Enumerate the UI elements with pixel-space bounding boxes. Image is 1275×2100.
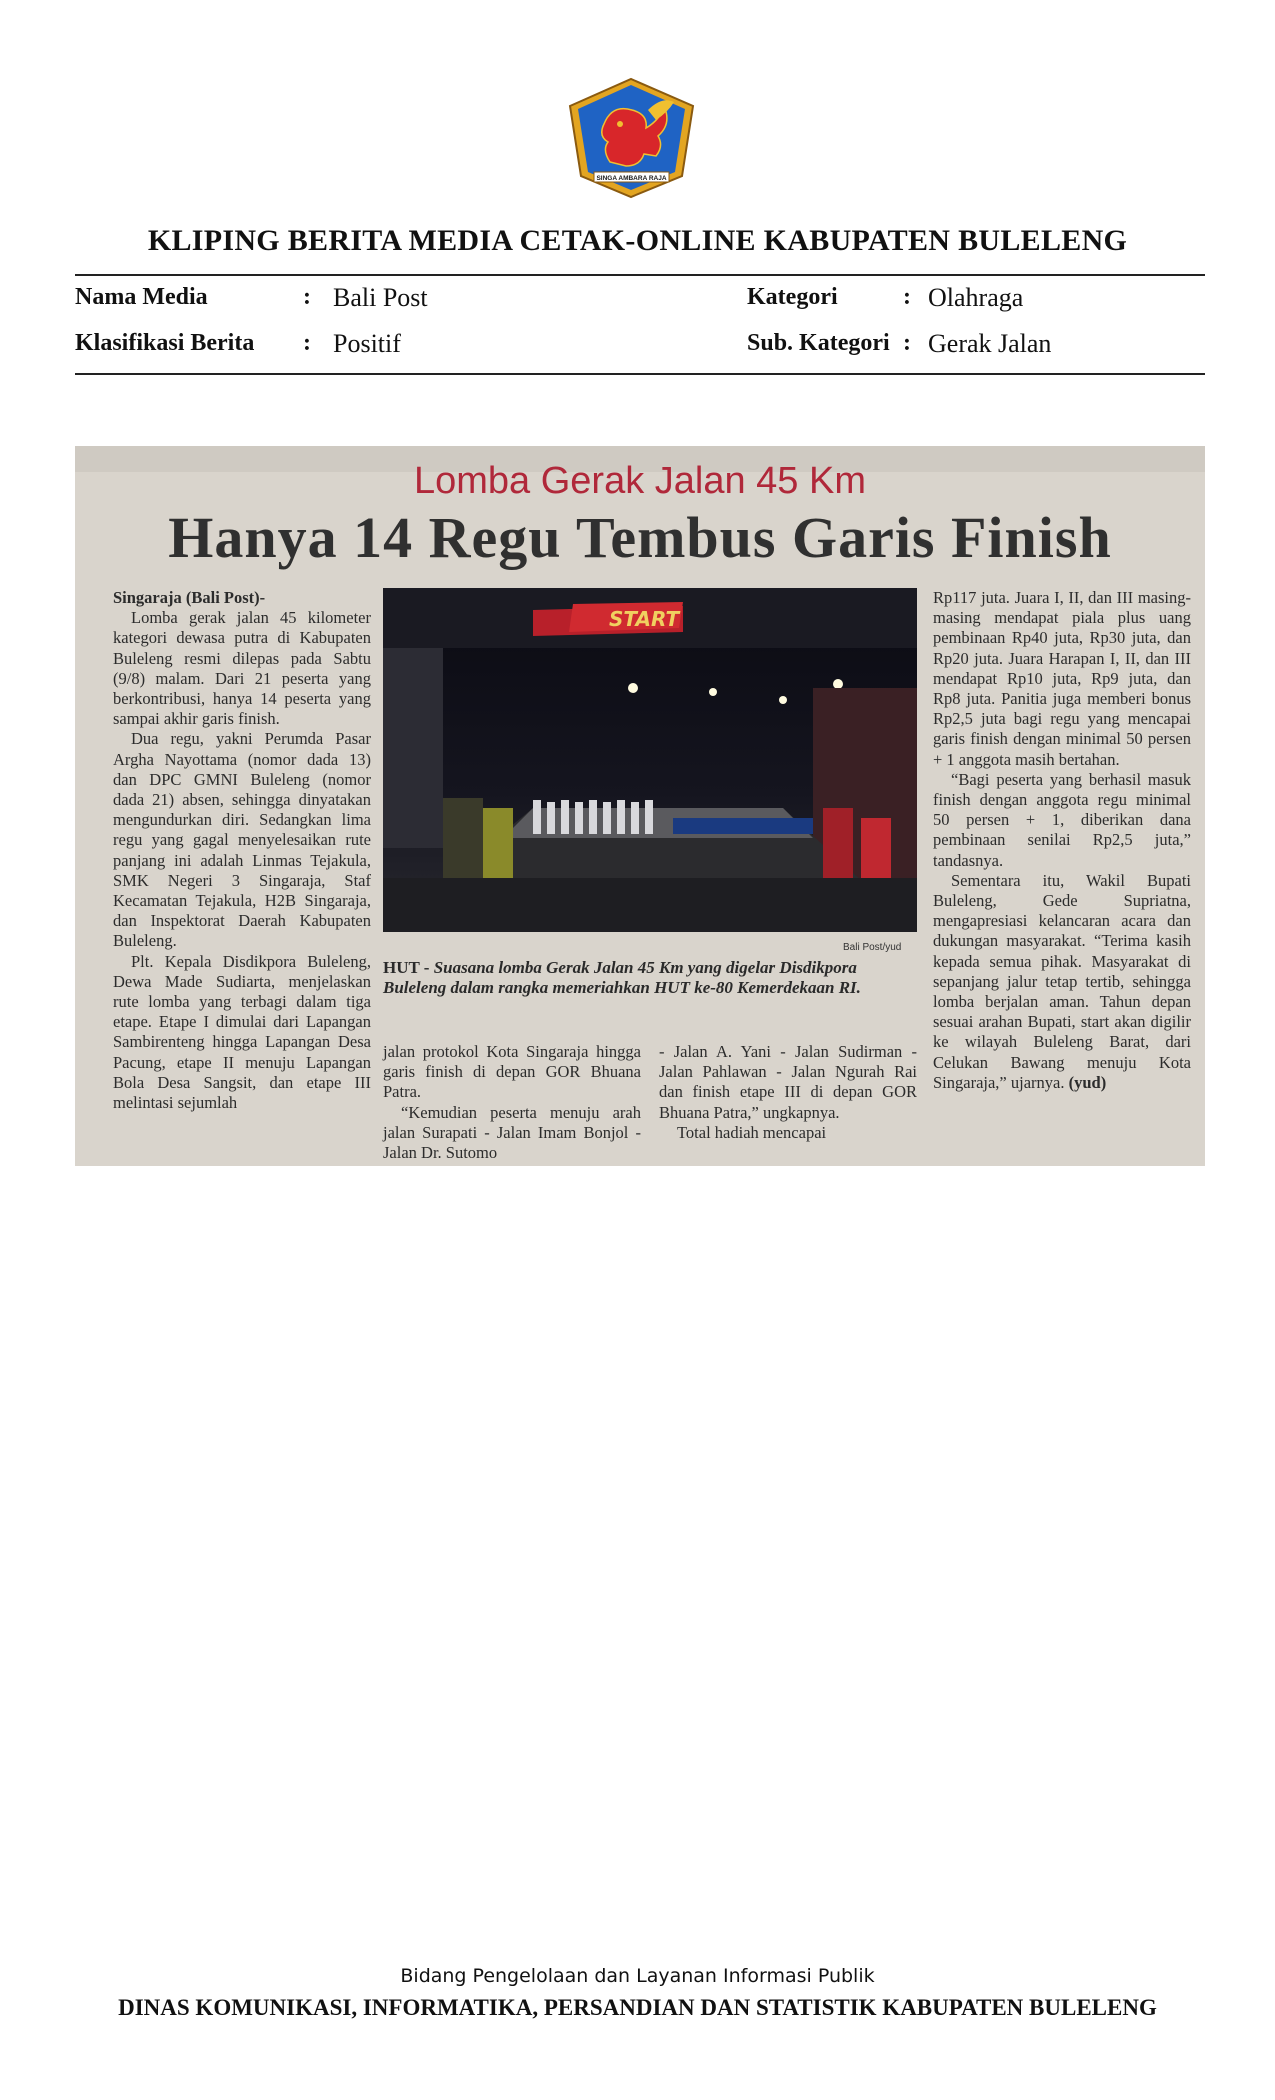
article-headline: Hanya 14 Regu Tembus Garis Finish	[168, 505, 1112, 570]
logo-motto: SINGA AMBARA RAJA	[596, 175, 667, 182]
article-column-3	[659, 1042, 917, 1143]
sub-kategori-value: Gerak Jalan	[928, 329, 1052, 358]
caption-text: Suasana lomba Gerak Jalan 45 Km yang digelar Disdikpora Buleleng dalam rangka memeriahkan HUT ke-80 Kemerdekaan RI.	[383, 958, 861, 997]
paragraph: “Kemudian peserta menuju arah jalan Surapati - Jalan Imam Bonjol - Jalan Dr. Sutomo	[383, 1102, 641, 1163]
colon: :	[903, 330, 911, 356]
news-clipping	[75, 446, 1205, 1166]
event-photo	[383, 588, 917, 932]
nama-media-value: Bali Post	[333, 283, 428, 312]
dateline: Singaraja (Bali Post)-	[113, 588, 266, 607]
nama-media-label: Nama Media	[75, 284, 208, 310]
document-title: KLIPING BERITA MEDIA CETAK-ONLINE KABUPATEN BULELENG	[147, 224, 1128, 257]
paragraph: - Jalan A. Yani - Jalan Sudirman - Jalan Pahlawan - Jalan Ngurah Rai dan finish etape III di depan GOR Bhuana Patra,” ungkapnya.	[659, 1042, 917, 1122]
paragraph	[933, 871, 1191, 1093]
paragraph: Lomba gerak jalan 45 kilometer kategori dewasa putra di Kabupaten Buleleng resmi dilepas pada Sabtu (9/8) malam. Dari 21 peserta yang berkontribusi, hanya 14 peserta yang sampai akhir garis finish.	[113, 608, 371, 729]
paragraph: jalan protokol Kota Singaraja hingga garis finish di depan GOR Bhuana Patra.	[383, 1042, 641, 1102]
paragraph-text: Sementara itu, Wakil Bupati Buleleng, Gede Supriatna, mengapresiasi kelancaran acara dan dukungan masyarakat. “Terima kasih kepada semua pihak. Masyarakat di sepanjang jalur tetap tertib, sehingga lomba berjalan aman. Tahun depan sesuai arahan Bupati, start akan digilir ke wilayah Buleleng Barat, dari Celukan Bawang menuju Kota Singaraja,” ujarnya.	[933, 870, 1191, 1092]
colon: :	[303, 330, 311, 356]
article-column-1	[113, 588, 371, 1113]
article-column-2	[383, 1042, 641, 1163]
caption-lead: HUT -	[383, 958, 434, 977]
colon: :	[903, 284, 911, 310]
photo-caption	[383, 958, 917, 998]
kategori-value: Olahraga	[928, 283, 1024, 312]
photo-credit: Bali Post/yud	[843, 942, 902, 953]
byline: (yud)	[1068, 1072, 1107, 1092]
article-kicker: Lomba Gerak Jalan 45 Km	[413, 460, 866, 502]
paragraph: Dua regu, yakni Perumda Pasar Argha Nayottama (nomor dada 13) dan DPC GMNI Buleleng (nomor dada 21) absen, sehingga dinyatakan mengundurkan diri. Sedangkan lima regu yang gagal menyelesaikan rute panjang ini adalah Linmas Tejakula, SMK Negeri 3 Singaraja, Staf Kecamatan Tejakula, H2B Singaraja, dan Inspektorat Daerah Kabupaten Buleleng.	[113, 729, 371, 951]
klasifikasi-value: Positif	[333, 329, 401, 358]
paragraph: “Bagi peserta yang berhasil masuk finish dengan anggota regu minimal 50 persen + 1, diberikan dana pembinaan senilai Rp2,5 juta,” tandasnya.	[933, 769, 1191, 870]
klasifikasi-label: Klasifikasi Berita	[75, 330, 255, 356]
sub-kategori-label: Sub. Kategori	[747, 330, 890, 356]
paragraph: Total hadiah mencapai	[677, 1122, 827, 1142]
paragraph: Plt. Kepala Disdikpora Buleleng, Dewa Made Sudiarta, menjelaskan rute lomba yang terbagi dalam tiga etape. Etape I dimulai dari Lapangan Sambirenteng hingga Lapangan Desa Pacung, etape II menuju Lapangan Bola Desa Sangsit, dan etape III melintasi sejumlah	[113, 951, 371, 1113]
singa-ambara-raja-logo	[564, 76, 699, 200]
kategori-label: Kategori	[747, 284, 838, 310]
paragraph: Rp117 juta. Juara I, II, dan III masing-masing mendapat piala plus uang pembinaan Rp40 juta, Rp30 juta, dan Rp20 juta. Juara Harapan I, II, dan III mendapat Rp10 juta, Rp9 juta, dan Rp8 juta. Panitia juga memberi bonus Rp2,5 juta bagi regu yang mencapai garis finish dengan minimal 50 persen + 1 anggota masih bertahan.	[933, 588, 1191, 769]
start-banner-text: START	[609, 607, 680, 631]
colon: :	[303, 284, 311, 310]
footer-agency: DINAS KOMUNIKASI, INFORMATIKA, PERSANDIAN DAN STATISTIK KABUPATEN BULELENG	[118, 1995, 1157, 2020]
title-divider	[75, 274, 1205, 276]
footer-division: Bidang Pengelolaan dan Layanan Informasi Publik	[400, 1965, 875, 1987]
article-column-4	[933, 588, 1191, 1093]
meta-divider	[75, 373, 1205, 375]
